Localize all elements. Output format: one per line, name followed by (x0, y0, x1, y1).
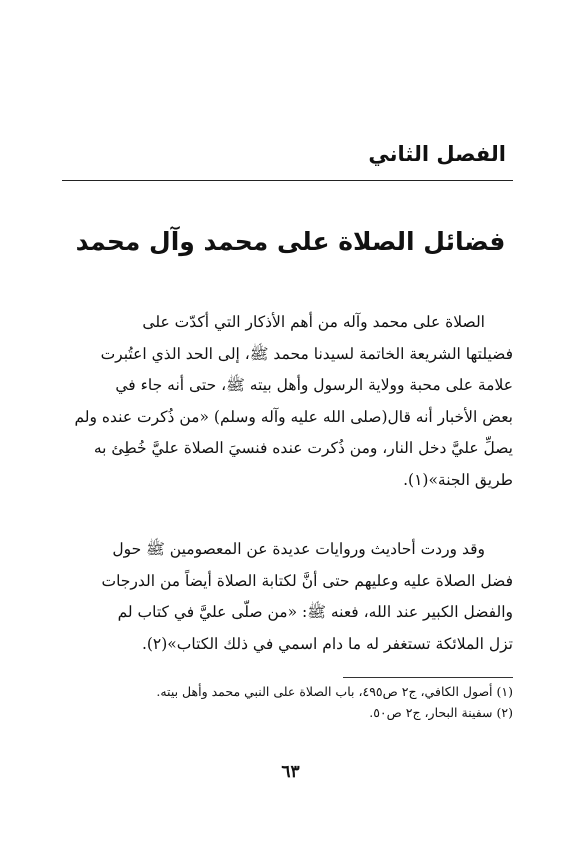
footnote-rule (343, 677, 513, 678)
paragraph-line: والفضل الكبير عند الله، فعنه ﷺ: «من صلّى عليَّ في كتاب لم (117, 603, 513, 621)
section-title: فضائل الصلاة على محمد وآل محمد (75, 227, 506, 256)
paragraph-1 (62, 307, 513, 496)
paragraph-line: فضيلتها الشريعة الخاتمة لسيدنا محمد ﷺ، إلى الحد الذي اعتُبرت (100, 344, 513, 363)
footnote-2: (٢) سفينة البحار، ج٢ ص٥٠. (369, 705, 513, 720)
footnotes (62, 681, 513, 723)
paragraph-line: تزل الملائكة تستغفر له ما دام اسمي في ذلك الكتاب»(٢). (141, 634, 513, 653)
paragraph-line: بعض الأخبار أنه قال(صلى الله عليه وآله وسلم) «من ذُكرت عنده ولم (74, 407, 513, 426)
paragraph-line: طريق الجنة»(١). (403, 470, 513, 489)
paragraph-line: وقد وردت أحاديث وروايات عديدة عن المعصومين ﷺ حول (112, 540, 485, 558)
paragraph-line: الصلاة على محمد وآله من أهم الأذكار التي أكدّت على (142, 313, 485, 331)
paragraph-line: يصلِّ عليَّ دخل النار، ومن ذُكرت عنده فنسيَ الصلاة عليَّ خُطِئ به (93, 439, 513, 457)
paragraph-line: علامة على محبة وولاية الرسول وأهل بيته ﷺ، حتى أنه جاء في (115, 376, 513, 394)
paragraph-line: فضل الصلاة عليه وعليهم حتى أنَّ لكتابة الصلاة أيضاً من الدرجات (101, 571, 513, 590)
paragraph-2 (62, 534, 513, 660)
chapter-heading: الفصل الثاني (368, 142, 506, 166)
page-number: ٦٣ (281, 762, 300, 782)
header-rule (62, 180, 513, 181)
footnote-1: (١) أصول الكافي، ج٢ ص٤٩٥، باب الصلاة على النبي محمد وأهل بيته. (156, 684, 513, 699)
